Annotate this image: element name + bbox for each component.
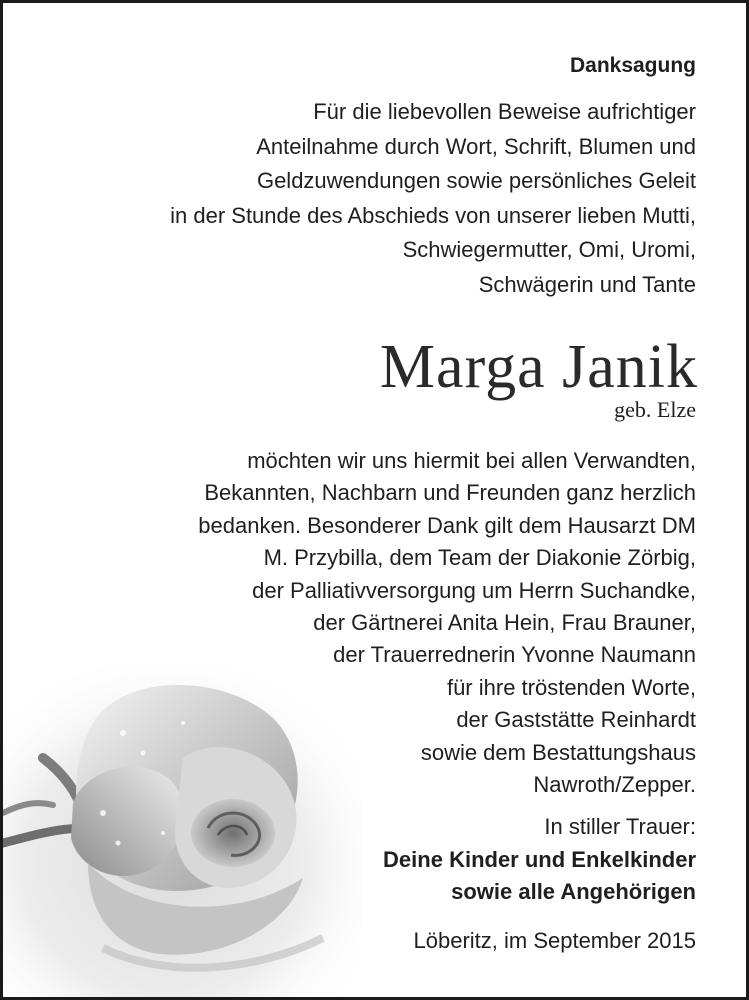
mourning-label: In stiller Trauer: [544,814,696,839]
thanks-line: der Trauerrednerin Yvonne Naumann [333,642,696,668]
thanks-line: Bekannten, Nachbarn und Freunden ganz herzlich [204,480,696,506]
thanks-line: möchten wir uns hiermit bei allen Verwandten, [247,448,696,473]
deceased-name: Marga Janik [379,333,698,401]
intro-text [170,95,696,302]
thanks-line: bedanken. Besonderer Dank gilt dem Hausarzt DM [198,512,696,538]
mourners-line: sowie alle Angehörigen [451,879,696,904]
thanks-line: der Gärtnerei Anita Hein, Frau Brauner, [313,610,696,636]
intro-line: in der Stunde des Abschieds von unserer lieben Mutti, [170,202,696,228]
intro-line: Schwiegermutter, Omi, Uromi, [402,237,696,262]
intro-line: Schwägerin und Tante [478,271,696,297]
thanks-line: Nawroth/Zepper. [533,772,696,798]
thanks-line: der Palliativversorgung um Herrn Suchandke, [252,577,696,603]
thanks-line: M. Przybilla, dem Team der Diakonie Zörbig, [263,545,696,571]
intro-line: Anteilnahme durch Wort, Schrift, Blumen und [256,133,696,159]
closing-block [383,811,696,909]
mourners-line: Deine Kinder und Enkelkinder [383,846,696,872]
notice-heading: Danksagung [569,54,696,77]
thanks-text [198,445,696,801]
thanks-line: sowie dem Bestattungshaus [420,739,696,765]
maiden-name: geb. Elze [614,397,696,422]
thanks-line: der Gaststätte Reinhardt [456,707,696,733]
place-date: Löberitz, im September 2015 [413,928,696,953]
intro-line: Für die liebevollen Beweise aufrichtiger [313,99,696,124]
intro-line: Geldzuwendungen sowie persönliches Geleit [256,168,696,193]
thanks-line: für ihre tröstenden Worte, [446,674,696,700]
